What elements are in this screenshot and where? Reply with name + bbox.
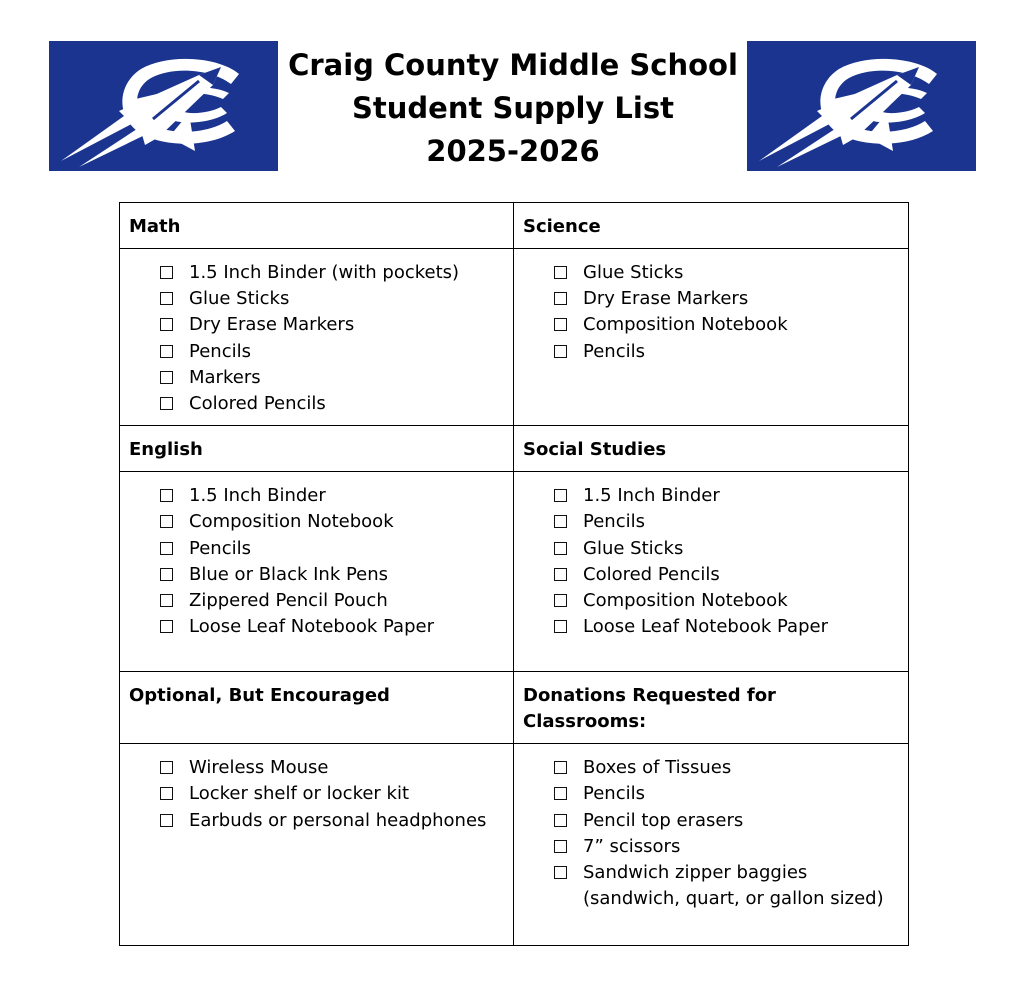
checkbox[interactable] — [554, 542, 567, 555]
list-item: Pencils — [160, 339, 503, 365]
list-item: Earbuds or personal headphones — [160, 808, 503, 834]
checkbox[interactable] — [160, 266, 173, 279]
list-item: Locker shelf or locker kit — [160, 781, 503, 807]
list-item: Composition Notebook — [554, 312, 898, 338]
checklist-english — [120, 472, 513, 648]
section-header-science: Science — [514, 203, 909, 249]
checkbox[interactable] — [160, 568, 173, 581]
section-header-social-studies: Social Studies — [514, 426, 909, 472]
list-item: Colored Pencils — [160, 391, 503, 417]
section-body-science — [514, 249, 909, 426]
list-item: Pencils — [160, 536, 503, 562]
checkbox[interactable] — [554, 568, 567, 581]
checkbox[interactable] — [160, 345, 173, 358]
checkbox[interactable] — [160, 515, 173, 528]
section-body-math — [120, 249, 514, 426]
rocket-c-logo-icon — [747, 41, 976, 171]
checkbox[interactable] — [160, 318, 173, 331]
checkbox[interactable] — [554, 787, 567, 800]
list-item: Sandwich zipper baggies (sandwich, quart, or gallon sized) — [554, 860, 898, 912]
checkbox[interactable] — [160, 787, 173, 800]
checklist-math — [120, 249, 513, 425]
list-item: Dry Erase Markers — [554, 286, 898, 312]
section-header-english: English — [120, 426, 514, 472]
list-item: Pencils — [554, 781, 898, 807]
checkbox[interactable] — [160, 594, 173, 607]
checkbox[interactable] — [554, 345, 567, 358]
list-item: Boxes of Tissues — [554, 755, 898, 781]
checkbox[interactable] — [554, 840, 567, 853]
checkbox[interactable] — [160, 371, 173, 384]
list-item: Pencils — [554, 509, 898, 535]
school-year: 2025-2026 — [426, 134, 600, 168]
checkbox[interactable] — [160, 761, 173, 774]
section-body-optional — [120, 744, 514, 946]
checklist-science — [514, 249, 908, 373]
list-item: Zippered Pencil Pouch — [160, 588, 503, 614]
checkbox[interactable] — [160, 489, 173, 502]
checkbox[interactable] — [554, 761, 567, 774]
list-item: Loose Leaf Notebook Paper — [160, 614, 503, 640]
list-title: Student Supply List — [352, 91, 674, 125]
checkbox[interactable] — [160, 397, 173, 410]
list-item: Loose Leaf Notebook Paper — [554, 614, 898, 640]
checkbox[interactable] — [554, 866, 567, 879]
list-item: 1.5 Inch Binder — [554, 483, 898, 509]
rocket-c-logo-icon — [49, 41, 278, 171]
section-header-donations: Donations Requested for Classrooms: — [514, 672, 909, 744]
checkbox[interactable] — [160, 292, 173, 305]
checkbox[interactable] — [554, 620, 567, 633]
document-title — [280, 44, 746, 173]
section-body-social-studies — [514, 472, 909, 672]
checkbox[interactable] — [554, 266, 567, 279]
list-item: Colored Pencils — [554, 562, 898, 588]
list-item: Pencil top erasers — [554, 808, 898, 834]
checklist-social-studies — [514, 472, 908, 648]
school-logo-left — [49, 41, 278, 171]
list-item: Composition Notebook — [554, 588, 898, 614]
list-item: Glue Sticks — [554, 536, 898, 562]
checkbox[interactable] — [554, 594, 567, 607]
section-header-math: Math — [120, 203, 514, 249]
list-item: 1.5 Inch Binder — [160, 483, 503, 509]
checklist-optional — [120, 744, 513, 842]
checkbox[interactable] — [554, 814, 567, 827]
checklist-donations — [514, 744, 908, 920]
list-item: Blue or Black Ink Pens — [160, 562, 503, 588]
school-name: Craig County Middle School — [288, 48, 738, 82]
checkbox[interactable] — [160, 814, 173, 827]
supply-table — [119, 202, 909, 946]
section-body-english — [120, 472, 514, 672]
list-item: 7” scissors — [554, 834, 898, 860]
checkbox[interactable] — [554, 489, 567, 502]
checkbox[interactable] — [160, 620, 173, 633]
list-item: Glue Sticks — [554, 260, 898, 286]
section-body-donations — [514, 744, 909, 946]
school-logo-right — [747, 41, 976, 171]
checkbox[interactable] — [554, 292, 567, 305]
section-header-optional: Optional, But Encouraged — [120, 672, 514, 744]
list-item: Markers — [160, 365, 503, 391]
list-item: Glue Sticks — [160, 286, 503, 312]
list-item: Pencils — [554, 339, 898, 365]
list-item: Wireless Mouse — [160, 755, 503, 781]
checkbox[interactable] — [160, 542, 173, 555]
list-item: 1.5 Inch Binder (with pockets) — [160, 260, 503, 286]
checkbox[interactable] — [554, 318, 567, 331]
list-item: Composition Notebook — [160, 509, 503, 535]
checkbox[interactable] — [554, 515, 567, 528]
list-item: Dry Erase Markers — [160, 312, 503, 338]
